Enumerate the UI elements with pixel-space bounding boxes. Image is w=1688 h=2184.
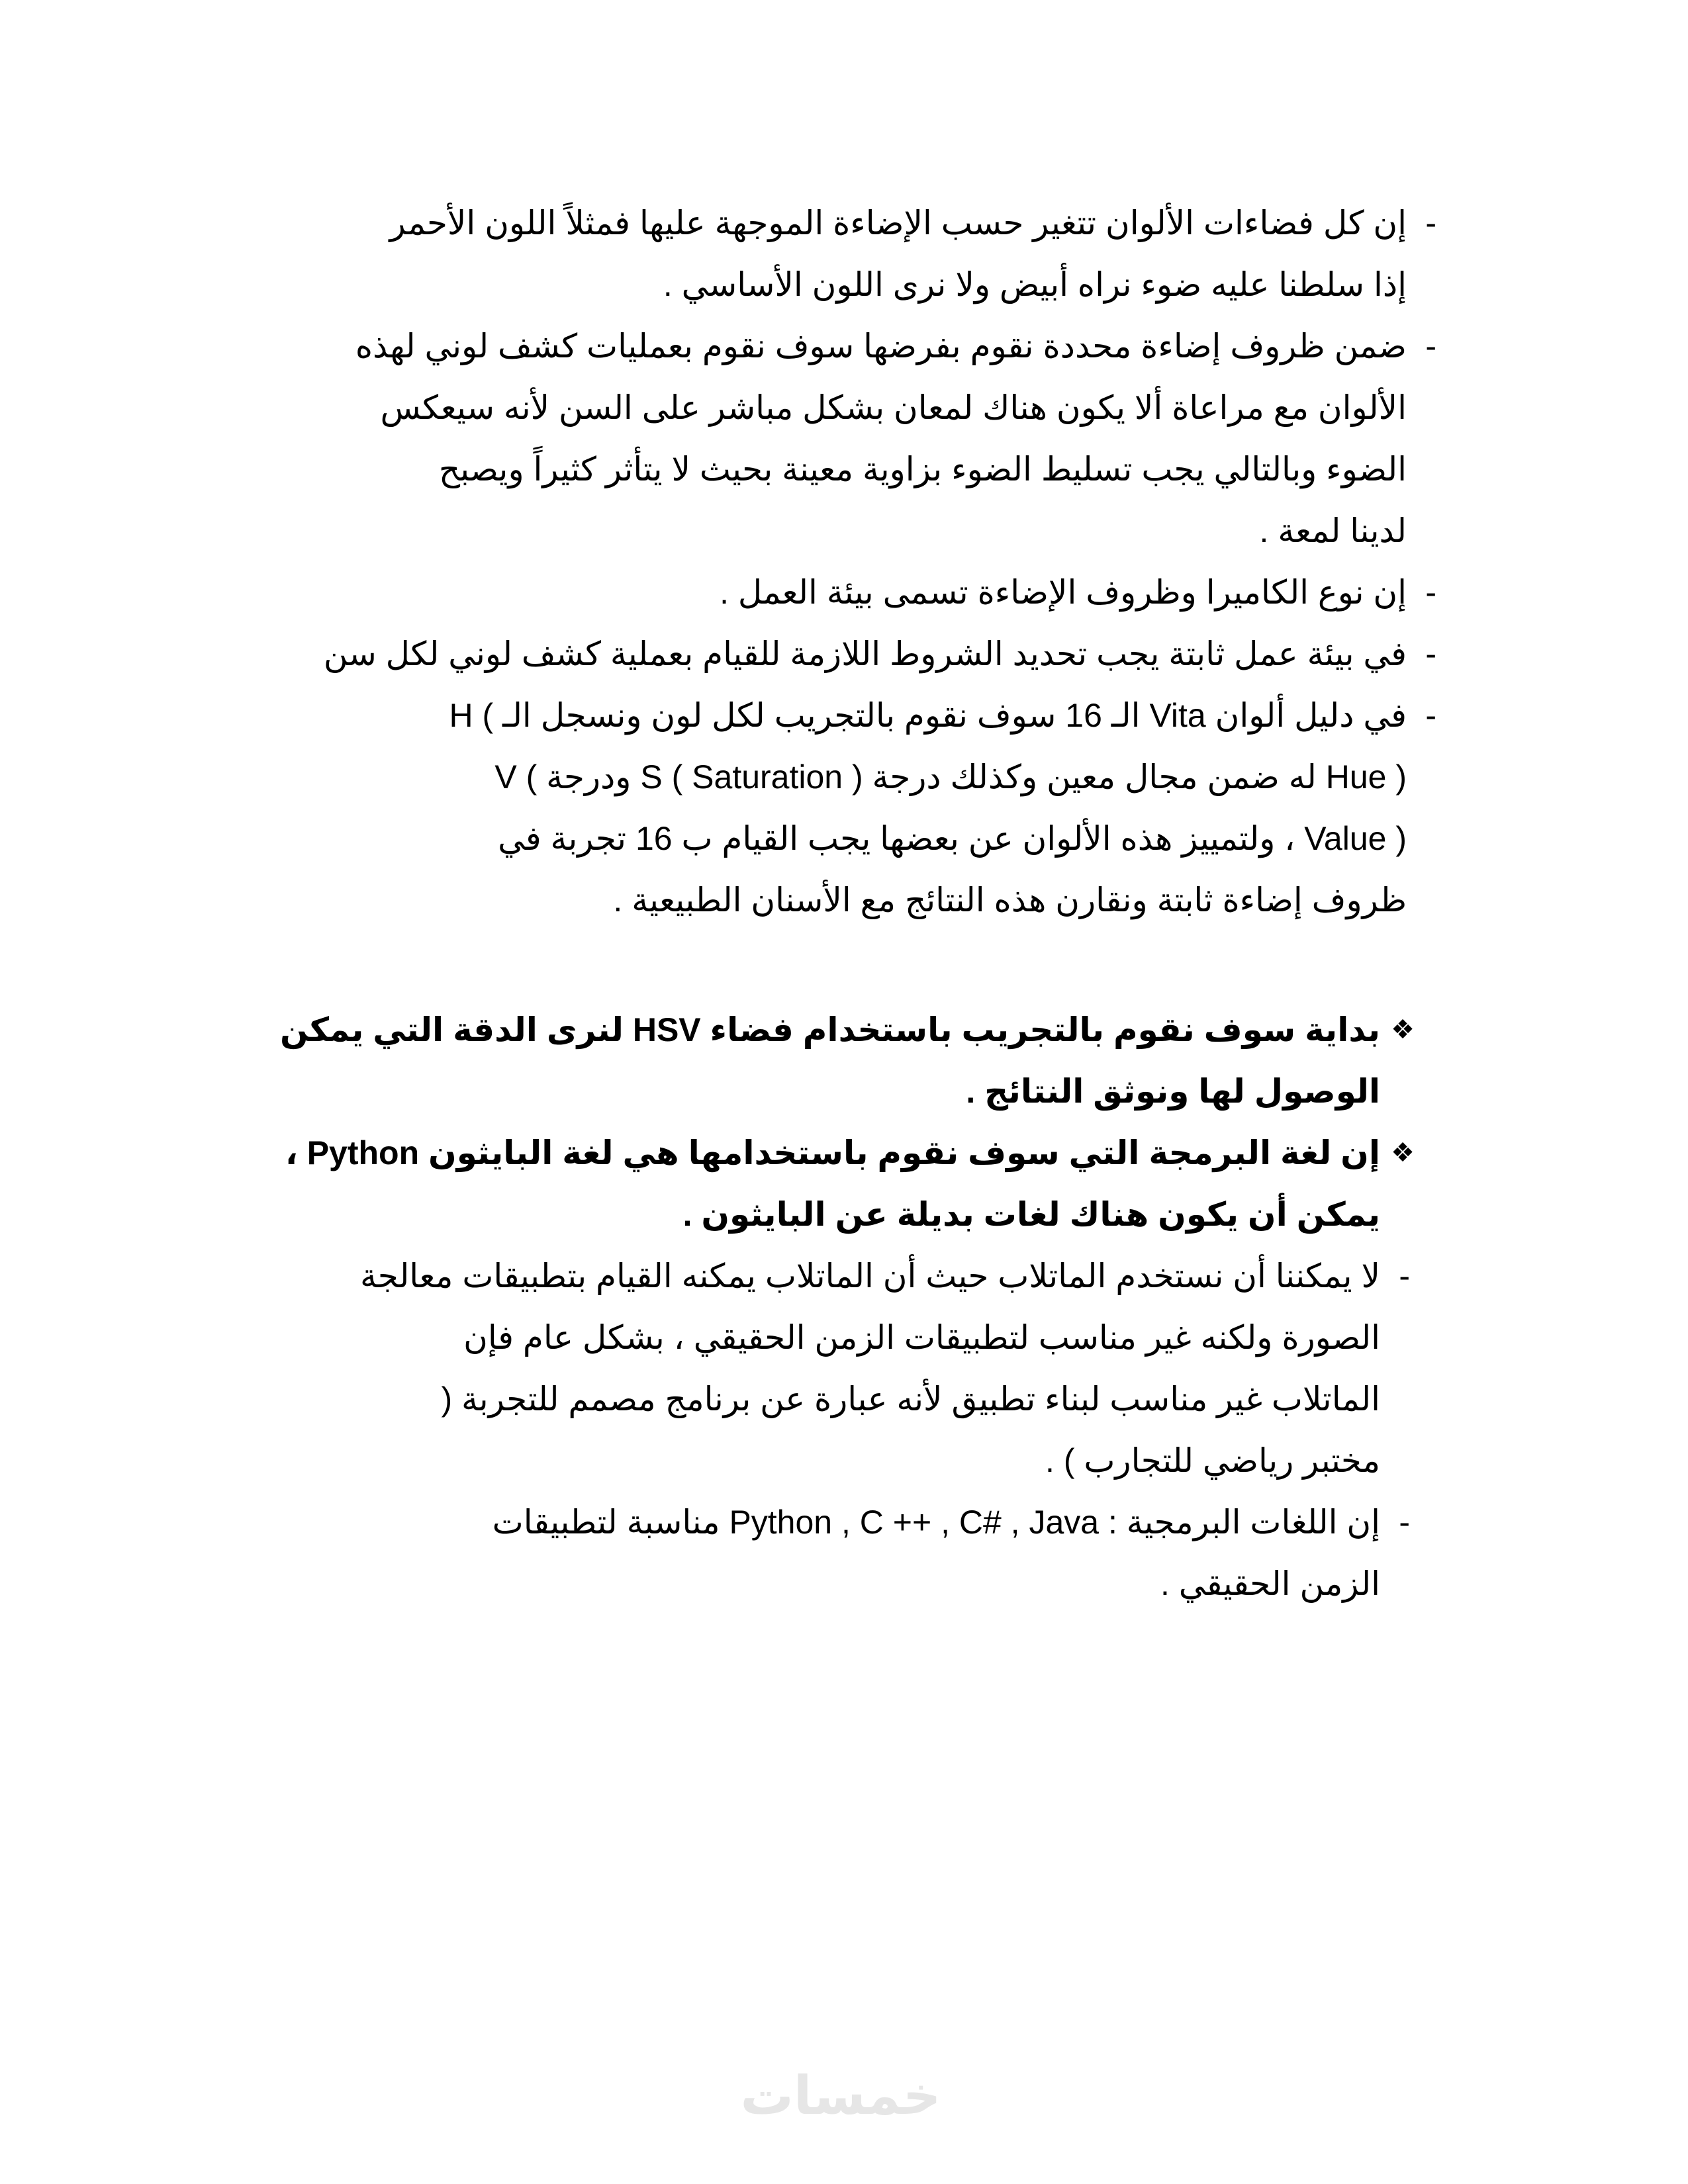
text-line: ضمن ظروف إضاءة محددة نقوم بفرضها سوف نقوم بعمليات كشف لوني لهذه — [355, 328, 1407, 365]
text-line: إن نوع الكاميرا وظروف الإضاءة تسمى بيئة العمل . — [720, 574, 1407, 611]
list-item — [209, 685, 1436, 931]
dash-bullet-icon: - — [1399, 1257, 1410, 1295]
list-item — [209, 562, 1436, 623]
diamond-bullet-icon: ❖ — [1391, 1015, 1415, 1044]
text-line: في بيئة عمل ثابتة يجب تحديد الشروط اللازمة للقيام بعملية كشف لوني لكل سن — [323, 635, 1407, 672]
dash-bullet-icon: - — [1425, 574, 1436, 611]
text-line: لا يمكننا أن نستخدم الماتلاب حيث أن الماتلاب يمكنه القيام بتطبيقات معالجة — [359, 1257, 1380, 1295]
text-line: يمكن أن يكون هناك لغات بديلة عن البايثون . — [682, 1196, 1380, 1233]
text-line: الألوان مع مراعاة ألا يكون هناك لمعان بشكل مباشر على السن لأنه سيعكس — [380, 389, 1407, 426]
list-item — [209, 999, 1415, 1122]
list-item — [209, 316, 1436, 562]
text-line: الصورة ولكنه غير مناسب لتطبيقات الزمن الحقيقي ، بشكل عام فإن — [463, 1319, 1380, 1356]
text-line: ( Value ، ولتمييز هذه الألوان عن بعضها يجب القيام ب 16 تجربة في — [498, 820, 1407, 857]
list-item — [209, 1246, 1410, 1492]
dash-bullet-icon: - — [1425, 205, 1436, 242]
text-line: إن اللغات البرمجية : Python , C ++ , C# , Java مناسبة لتطبيقات — [492, 1504, 1380, 1541]
dash-bullet-icon: - — [1425, 697, 1436, 734]
text-line: الضوء وبالتالي يجب تسليط الضوء بزاوية معينة بحيث لا يتأثر كثيراً ويصبح — [438, 451, 1407, 488]
text-line: ظروف إضاءة ثابتة ونقارن هذه النتائج مع الأسنان الطبيعية . — [613, 882, 1407, 919]
bullet-list-dashes — [209, 193, 1436, 931]
list-item — [209, 623, 1436, 685]
list-item — [209, 1492, 1410, 1615]
text-line: ( Hue له ضمن مجال معين وكذلك درجة ( Saturation ) S ودرجة ) V — [494, 758, 1407, 796]
text-line: إذا سلطنا عليه ضوء نراه أبيض ولا نرى اللون الأساسي . — [663, 266, 1407, 303]
dash-bullet-icon: - — [1399, 1504, 1410, 1541]
text-line: بداية سوف نقوم بالتجريب باستخدام فضاء HSV لنرى الدقة التي يمكن — [280, 1011, 1380, 1048]
dash-bullet-icon: - — [1425, 328, 1436, 365]
diamond-bullet-icon: ❖ — [1391, 1138, 1415, 1167]
text-line: في دليل ألوان Vita الـ 16 سوف نقوم بالتجريب لكل لون ونسجل الـ ) H — [449, 697, 1407, 734]
list-item — [209, 193, 1436, 316]
text-line: الزمن الحقيقي . — [1160, 1565, 1380, 1602]
text-line: مختبر رياضي للتجارب ) . — [1045, 1442, 1380, 1479]
text-line: الوصول لها ونوثق النتائج . — [966, 1073, 1380, 1110]
text-line: إن كل فضاءات الألوان تتغير حسب الإضاءة الموجهة عليها فمثلاً اللون الأحمر — [389, 205, 1407, 242]
dash-bullet-icon: - — [1425, 635, 1436, 672]
text-line: لدينا لمعة . — [1259, 512, 1407, 549]
list-item — [209, 1122, 1415, 1246]
watermark-logo: خمسات — [740, 2066, 941, 2125]
bullet-list-notes — [209, 999, 1415, 1615]
text-line: إن لغة البرمجة التي سوف نقوم باستخدامها هي لغة البايثون Python ، — [285, 1134, 1380, 1171]
text-line: الماتلاب غير مناسب لبناء تطبيق لأنه عبارة عن برنامج مصمم للتجربة ( — [441, 1381, 1380, 1418]
